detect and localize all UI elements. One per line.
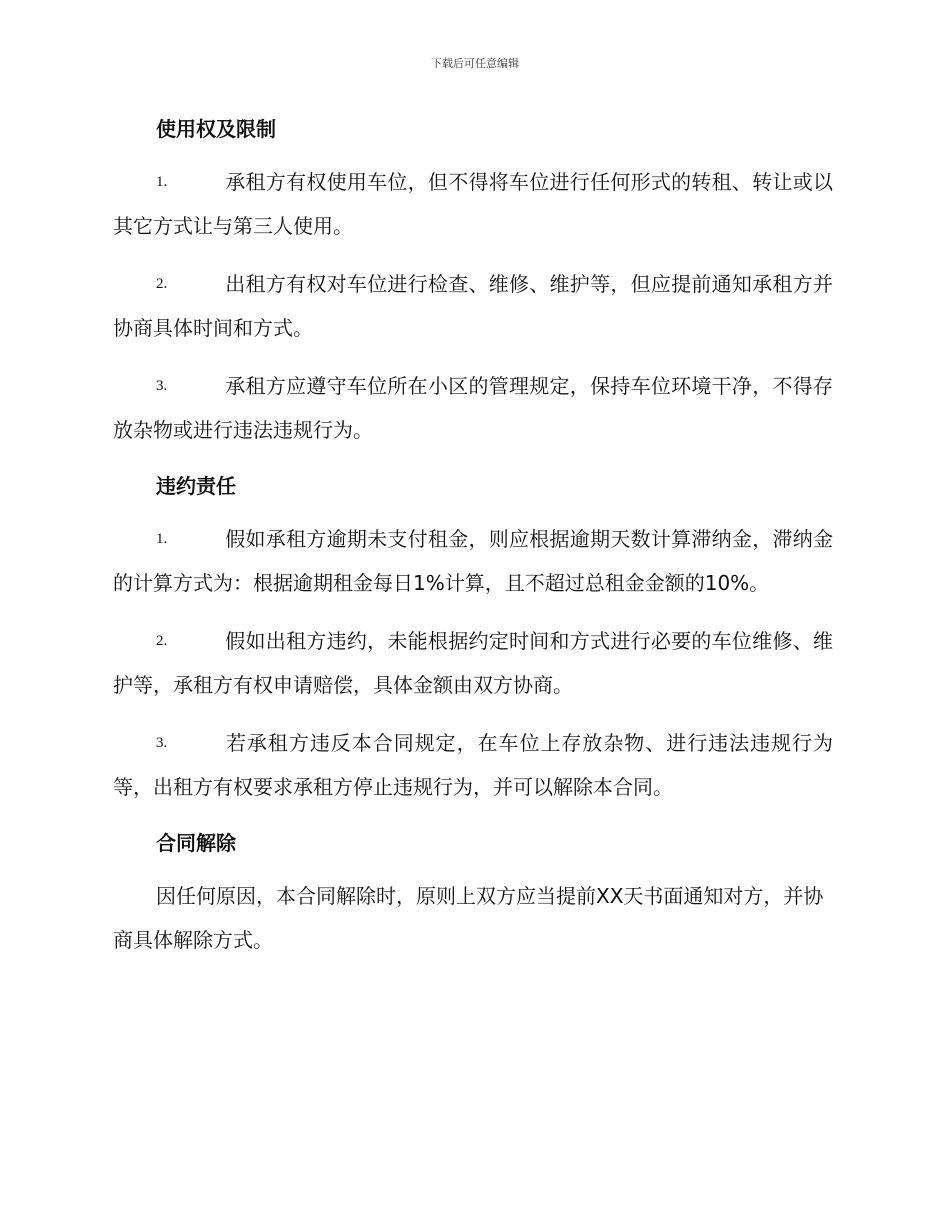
document-body <box>113 112 833 962</box>
list-item-number: 3. <box>156 378 168 394</box>
list-item-number: 1. <box>156 174 168 190</box>
list-item-text: 假如出租方违约，未能根据约定时间和方式进行必要的车位维修、维护等，承租方有权申请赔偿，具体金额由双方协商。 <box>113 629 833 697</box>
list-item-text: 出租方有权对车位进行检查、维修、维护等，但应提前通知承租方并协商具体时间和方式。 <box>113 272 833 340</box>
section-heading-breach-liability: 违约责任 <box>156 474 236 498</box>
list-item <box>113 517 833 605</box>
list-item-number: 1. <box>156 531 168 547</box>
list-item <box>113 721 833 809</box>
list-item <box>113 619 833 707</box>
list-item-text: 承租方有权使用车位，但不得将车位进行任何形式的转租、转让或以其它方式让与第三人使用。 <box>113 170 833 238</box>
list-item <box>113 364 833 452</box>
list-item-text: 若承租方违反本合同规定，在车位上存放杂物、进行违法违规行为等，出租方有权要求承租方停止违规行为，并可以解除本合同。 <box>113 731 833 799</box>
list-item <box>113 160 833 248</box>
list-item-text: 假如承租方逾期未支付租金，则应根据逾期天数计算滞纳金，滞纳金的计算方式为：根据逾期租金每日1%计算，且不超过总租金金额的10%。 <box>113 527 833 595</box>
list-item <box>113 262 833 350</box>
list-item-number: 2. <box>156 276 168 292</box>
section-heading-usage-rights: 使用权及限制 <box>156 117 276 141</box>
list-item-text: 承租方应遵守车位所在小区的管理规定，保持车位环境干净，不得存放杂物或进行违法违规行为。 <box>113 374 833 442</box>
termination-paragraph: 因任何原因，本合同解除时，原则上双方应当提前XX天书面通知对方，并协商具体解除方式。 <box>113 884 824 952</box>
list-item-number: 2. <box>156 633 168 649</box>
list-item-number: 3. <box>156 735 168 751</box>
section-heading-contract-termination: 合同解除 <box>156 831 236 855</box>
page-header-note: 下载后可任意编辑 <box>431 57 519 70</box>
